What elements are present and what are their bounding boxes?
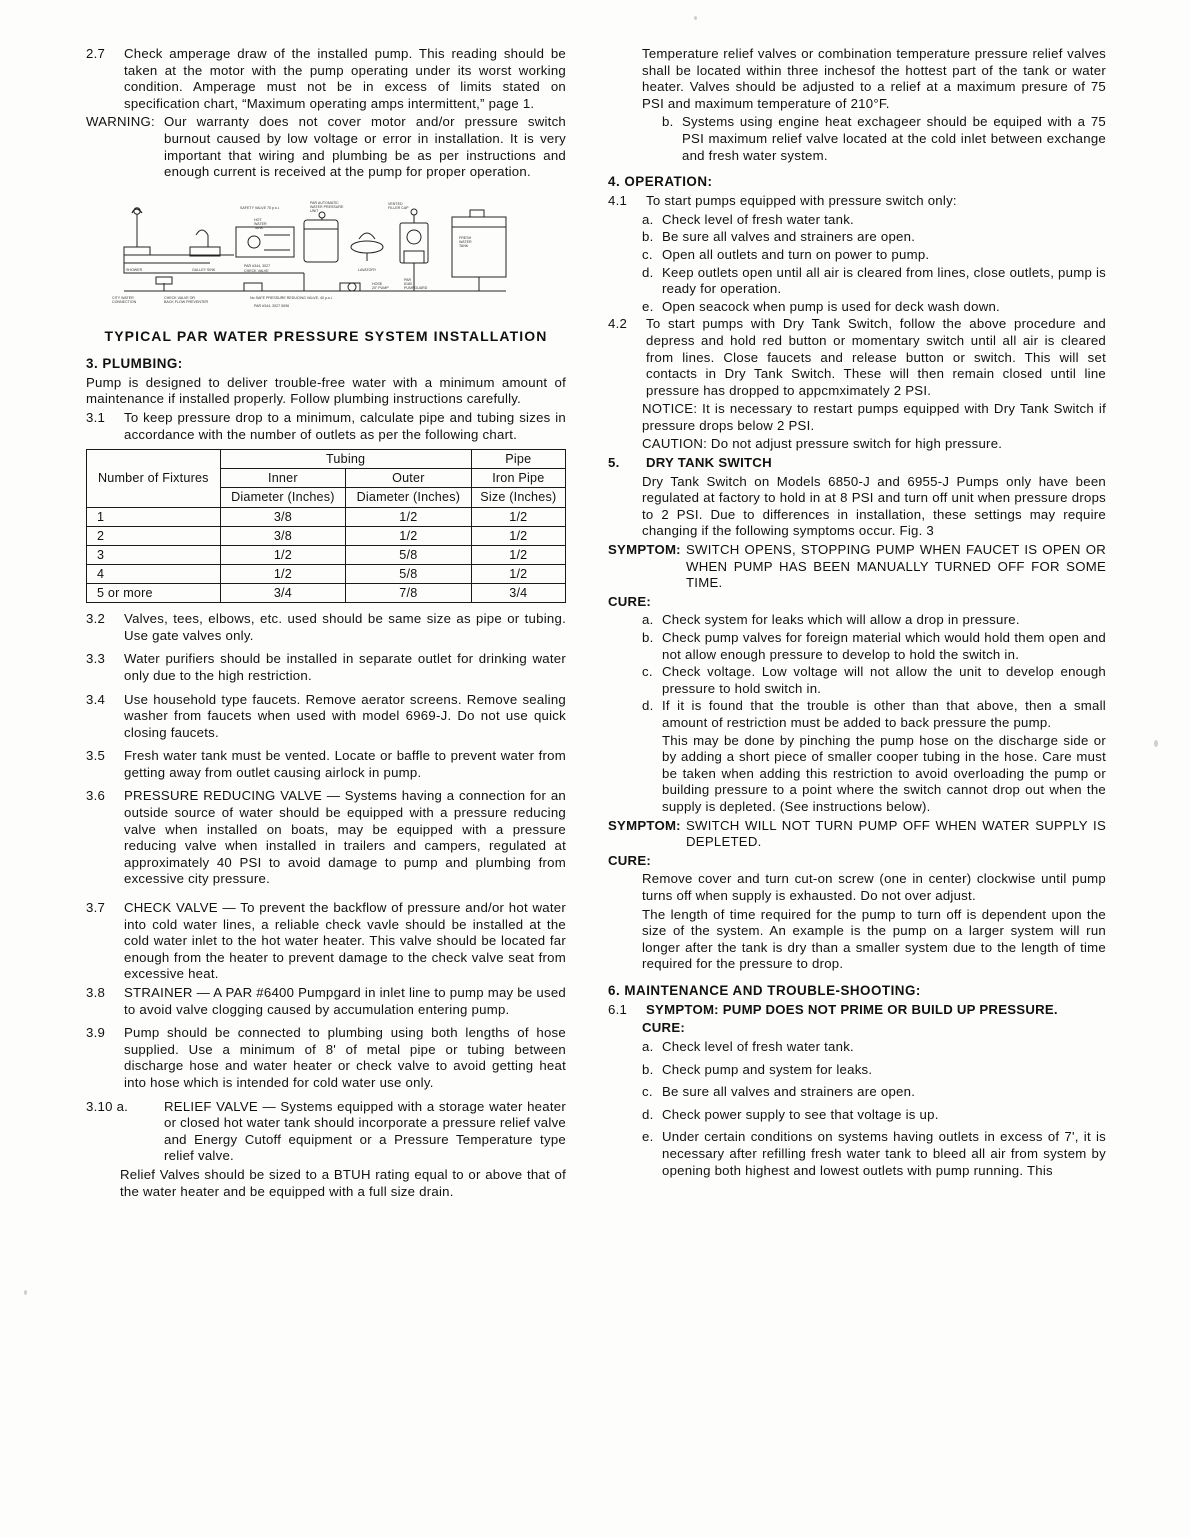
- paragraph-number: 3.10 a.: [86, 1098, 129, 1114]
- paragraph-number: 2.7: [86, 46, 106, 61]
- colheader-size: Size (Inches): [471, 488, 565, 508]
- paragraph-number: 4.2: [608, 316, 628, 332]
- list-item-b: [608, 114, 1106, 164]
- label-fresh-water-tank-3: TANK: [459, 243, 469, 248]
- label-hot-water-tank-2: WATER: [254, 221, 267, 226]
- cell-inner: 1/2: [220, 546, 345, 565]
- cure-1-item-b: [608, 630, 1106, 663]
- paragraph-number: 3.2: [86, 611, 106, 627]
- cell-inner: 3/4: [220, 584, 345, 603]
- table-row: [87, 527, 566, 546]
- page-speck: [1154, 740, 1158, 747]
- list-item-label: d.: [642, 1106, 654, 1122]
- cure-1-item-a: [608, 612, 1106, 629]
- symptom-2: [608, 818, 1106, 851]
- subheader-outer: Outer: [346, 469, 471, 488]
- symptom-text: SWITCH WILL NOT TURN PUMP OFF WHEN WATER SUPPLY IS DEPLETED.: [686, 817, 1106, 850]
- cell-inner: 3/8: [220, 508, 345, 527]
- list-item-label: c.: [642, 664, 653, 680]
- paragraph-text: RELIEF VALVE — Systems equipped with a storage water heater or closed hot water tank should incorporate a pressure relief valve and Energy Cutoff equipment or a Pressure Temperature type relief valve.: [164, 1098, 566, 1164]
- paragraph-2-7: [86, 46, 566, 112]
- list-item-text: Open all outlets and turn on power to pump.: [662, 246, 930, 262]
- section-heading-maintenance: 6. MAINTENANCE AND TROUBLE-SHOOTING:: [608, 982, 921, 998]
- label-city-water: CITY WATER: [112, 295, 134, 300]
- list-item-text: Check system for leaks which will allow a drop in pressure.: [662, 612, 1020, 628]
- cell-number-of-fixtures: Number of Fixtures: [87, 450, 221, 508]
- label-city-water-2: CONNECTION: [112, 299, 137, 304]
- label-vented-cap: VENTED: [388, 201, 403, 206]
- fixture-size-table: [86, 449, 566, 603]
- cure-label-3: CURE:: [642, 1020, 686, 1036]
- list-item-label: e.: [642, 1129, 654, 1145]
- paragraph-6-1: [608, 1002, 1106, 1019]
- cure-1-item-d: [608, 698, 1106, 731]
- list-item-text: Keep outlets open until all air is cleared from lines, close outlets, pump is ready for operation.: [662, 264, 1106, 297]
- figure-caption: TYPICAL PAR WATER PRESSURE SYSTEM INSTALLATION: [104, 327, 548, 344]
- label-shower: SHOWER: [126, 267, 143, 272]
- label-fresh-water-tank: FRESH: [459, 235, 472, 240]
- warning-label: WARNING:: [86, 114, 155, 130]
- paragraph-text: Valves, tees, elbows, etc. used should be same size as pipe or tubing. Use gate valves only.: [124, 611, 566, 643]
- symptom-label: SYMPTOM:: [646, 1001, 719, 1017]
- label-safety-valve: SAFETY VALVE 75 p.s.i.: [240, 205, 280, 210]
- paragraph-3-3: [86, 651, 566, 684]
- list-item-label: d.: [642, 698, 654, 714]
- label-automatic-unit-3: UNIT: [310, 208, 319, 213]
- paragraph-text: STRAINER — A PAR #6400 Pumpgard in inlet line to pump may be used to avoid valve clogging caused by accumulation entering pump.: [124, 985, 566, 1017]
- cell-outer: 1/2: [346, 508, 471, 527]
- page-speck: [24, 1290, 27, 1295]
- list-item-label: a.: [642, 211, 654, 227]
- label-lavatory: LAVATORY: [358, 267, 377, 272]
- cell-outer: 5/8: [346, 546, 471, 565]
- label-par-valve: PAR #344, 3027 5096: [254, 303, 290, 308]
- installation-diagram: [86, 195, 566, 320]
- list-item-label: b.: [642, 630, 654, 645]
- paragraph-number: 4.1: [608, 193, 628, 209]
- cell-iron: 1/2: [471, 527, 565, 546]
- label-automatic-unit-2: WATER PRESSURE: [310, 204, 344, 209]
- paragraph-4-1: [608, 193, 1106, 210]
- paragraph-text: [646, 1002, 1106, 1019]
- paragraph-text: To start pumps with Dry Tank Switch, follow the above procedure and depress and hold red button or momentary switch until all air is cleared from lines. Close faucets and release button or switch. This will set contacts in Dry Tank Switch. These will then remain closed until line pressure has dropped to appcmximately 2 PSI.: [646, 316, 1106, 398]
- cell-inner: 1/2: [220, 565, 345, 584]
- paragraph-3-8: [86, 985, 566, 1018]
- list-item-label: c.: [642, 246, 653, 262]
- label-hose-2: 20" PUMP: [372, 285, 389, 290]
- table-row: [87, 508, 566, 527]
- cure-2-paragraph-2: The length of time required for the pump to turn off is dependent upon the size of the system. An example is the pump on a larger system will run longer after the tank is dry than a smaller system due to the length of time required for the pressure to drop.: [642, 906, 1106, 972]
- label-galley-sink: GALLEY SINK: [192, 267, 216, 272]
- subheader-inner: Inner: [220, 469, 345, 488]
- label-backflow: CHECK VALVE OR: [164, 295, 196, 300]
- temperature-relief-paragraph: Temperature relief valves or combination temperature pressure relief valves shall be located within three inchesof the hottest part of the tank or water heater. Valves should be adjusted to a relief at a maximum presure of 75 PSI and maximum temperature of 210°F.: [642, 46, 1106, 111]
- list-item-4-1-e: [608, 299, 1106, 316]
- group-header-pipe: Pipe: [471, 450, 565, 469]
- list-item-text: Check level of fresh water tank.: [662, 1039, 854, 1055]
- paragraph-text: To start pumps equipped with pressure switch only:: [646, 193, 957, 209]
- label-vented-cap-2: FILLER CAP: [388, 205, 409, 210]
- list-item-label: e.: [642, 298, 654, 314]
- paragraph-text: CHECK VALVE — To prevent the backflow of pressure and/or hot water into cold water lines, a reliable check vavle should be installed at the cold water inlet to the hot water heater. This valve should be located far enough from the heater to prevent damage to the check valve seat from excessive heat.: [124, 900, 566, 982]
- list-item-text: Be sure all valves and strainers are open.: [662, 1084, 916, 1100]
- list-item-text: Systems using engine heat exchageer should be equiped with a 75 PSI maximum relief valve located at the cold inlet between exchange and fresh water system.: [682, 114, 1106, 163]
- list-item-4-1-c: [608, 247, 1106, 264]
- cell-inner: 3/8: [220, 527, 345, 546]
- paragraph-text: Use household type faucets. Remove aerator screens. Remove sealing washer from faucets when used with model 6969-J. Do not use quick closing faucets.: [124, 691, 566, 740]
- cell-iron: 3/4: [471, 584, 565, 603]
- paragraph-number: 3.1: [86, 409, 106, 425]
- subheader-iron-pipe: Iron Pipe: [471, 469, 565, 488]
- cell-iron: 1/2: [471, 508, 565, 527]
- section-number: 5.: [608, 455, 620, 471]
- cell-outer: 7/8: [346, 584, 471, 603]
- list-item-text: Check power supply to see that voltage is up.: [662, 1106, 939, 1122]
- label-backflow-2: BACK FLOW PREVENTER: [164, 299, 209, 304]
- notice-text: NOTICE: It is necessary to restart pumps equipped with Dry Tank Switch if pressure drops below 2 PSI.: [642, 401, 1106, 433]
- paragraph-3-6: [86, 788, 566, 888]
- list-item-text: Under certain conditions on systems having outlets in excess of 7', it is necessary after refilling fresh water tank to bleed all air from system by opening both highest and lowest outlets with pump running. This: [662, 1129, 1106, 1178]
- table-row: [87, 584, 566, 603]
- cell-fixtures: 4: [87, 565, 221, 584]
- cure-label-2: CURE:: [608, 852, 652, 868]
- list-item-label: a.: [642, 1039, 654, 1055]
- list-item-text: Be sure all valves and strainers are open.: [662, 229, 916, 245]
- paragraph-text: Fresh water tank must be vented. Locate or baffle to prevent water from getting away from outlet causing airlock in pump.: [124, 748, 566, 780]
- warning-paragraph: [86, 114, 566, 180]
- section-title: DRY TANK SWITCH: [646, 455, 772, 471]
- cure-1-note: This may be done by pinching the pump hose on the discharge side or by adding a short piece of smaller cooper tubing in the hose. Care must be taken when adding this restriction to avoid overloading the pump or building pressure to a point where the switch cannot drop out when the supply is depleted. (See instructions below).: [662, 732, 1106, 814]
- paragraph-3-4: [86, 692, 566, 742]
- list-item-text: Check pump and system for leaks.: [662, 1061, 873, 1077]
- paragraph-text: Check amperage draw of the installed pump. This reading should be taken at the motor with the pump operating under its worst working condition. Amperage must not be in excess of limits stated on specification chart, “Maximum operating amps intermittent,” page 1.: [124, 46, 566, 111]
- table-row: [87, 565, 566, 584]
- cell-fixtures: 1: [87, 508, 221, 527]
- cure-1-item-c: [608, 664, 1106, 697]
- plumbing-intro: Pump is designed to deliver trouble-free water with a minimum amount of maintenance if installed properly. Follow plumbing instructions carefully.: [86, 374, 566, 407]
- right-column: [608, 46, 1106, 1202]
- paragraph-number: 3.5: [86, 748, 106, 764]
- warning-text: Our warranty does not cover motor and/or pressure switch burnout caused by low voltage or error in installation. It is very important that wiring and plumbing be as per instructions and enough current is received at the pump for proper operation.: [164, 114, 566, 180]
- paragraph-text: To keep pressure drop to a minimum, calculate pipe and tubing sizes in accordance with the number of outlets as per the following chart.: [124, 409, 566, 442]
- label-pumpguard-2: 6180: [404, 281, 412, 286]
- group-header-tubing: Tubing: [220, 450, 471, 469]
- label-hot-water-tank-3: TANK: [254, 225, 264, 230]
- paragraph-text: PRESSURE REDUCING VALVE — Systems having a connection for an outside source of water should be equipped with a pressure reducing valve when installed on boats, may be equipped with a pressure reducing valve when installed in trailers and campers, regulated at approximately 40 PSI to avoid damage to pump and plumbing from excessive city pressure.: [124, 788, 566, 887]
- label-reducing-valve: No SAFE PRESSURE REDUCING VALVE, 40 p.s.i.: [250, 295, 333, 300]
- colheader-diameter-inner: Diameter (Inches): [220, 488, 345, 508]
- cell-iron: 1/2: [471, 565, 565, 584]
- label-check-valve: PAR #344, 3027: [244, 263, 271, 268]
- paragraph-number: 3.3: [86, 651, 106, 667]
- list-item-4-1-b: [608, 229, 1106, 246]
- list-item-text: Check pump valves for foreign material which would hold them open and not allow enough pressure to develop to hold the switch in.: [662, 630, 1106, 662]
- cell-iron: 1/2: [471, 546, 565, 565]
- cure-3-item-e: [608, 1129, 1106, 1179]
- list-item-4-1-d: [608, 265, 1106, 298]
- cure-label-1: CURE:: [608, 593, 652, 609]
- paragraph-3-9: [86, 1025, 566, 1091]
- symptom-label: SYMPTOM:: [608, 817, 681, 833]
- cell-fixtures: 3: [87, 546, 221, 565]
- list-item-text: Open seacock when pump is used for deck wash down.: [662, 298, 1000, 314]
- diagram-svg: [104, 195, 554, 320]
- list-item-4-1-a: [608, 212, 1106, 229]
- paragraph-3-1: [86, 410, 566, 443]
- paragraph-3-10a-continued: Relief Valves should be sized to a BTUH rating equal to or above that of the water heater and be equipped with a full size drain.: [120, 1166, 566, 1199]
- paragraph-text: Pump should be connected to plumbing using both lengths of hose supplied. Use a minimum of 8' of metal pipe or tubing between discharge hose and water heater or check valve to avoid getting heat into hose which is intended for cold water use only.: [124, 1025, 566, 1090]
- list-item-label: b.: [662, 114, 674, 130]
- label-pumpguard-3: PUMPGUARD: [404, 285, 428, 290]
- section-heading-dry-tank-switch: [608, 455, 1106, 472]
- paragraph-number: 3.6: [86, 788, 106, 804]
- paragraph-number: 3.9: [86, 1025, 106, 1041]
- left-column: [86, 46, 566, 1202]
- symptom-1: [608, 542, 1106, 592]
- label-fresh-water-tank-2: WATER: [459, 239, 472, 244]
- paragraph-number: 3.8: [86, 985, 106, 1000]
- section-heading-plumbing: 3. PLUMBING:: [86, 355, 183, 371]
- paragraph-4-2: [608, 316, 1106, 399]
- cure-3-item-b: [608, 1062, 1106, 1079]
- paragraph-number: 3.4: [86, 691, 106, 707]
- cell-fixtures: 2: [87, 527, 221, 546]
- paragraph-3-5: [86, 748, 566, 781]
- paragraph-number: 3.7: [86, 900, 106, 916]
- label-hot-water-tank: HOT: [254, 217, 262, 222]
- list-item-label: c.: [642, 1084, 653, 1100]
- paragraph-text: Water purifiers should be installed in separate outlet for drinking water only due to the high restriction.: [124, 651, 566, 683]
- list-item-text: If it is found that the trouble is other than that above, then a small amount of restriction must be added to back pressure the pump.: [662, 698, 1106, 730]
- section-heading-operation: 4. OPERATION:: [608, 174, 713, 190]
- caution-text: CAUTION: Do not adjust pressure switch for high pressure.: [642, 436, 1003, 452]
- label-automatic-unit: PAR AUTOMATIC: [310, 200, 339, 205]
- cure-3-item-d: [608, 1107, 1106, 1124]
- cell-outer: 1/2: [346, 527, 471, 546]
- label-pumpguard: PAR: [404, 277, 412, 282]
- list-item-text: Check level of fresh water tank.: [662, 211, 854, 227]
- list-item-label: b.: [642, 229, 654, 245]
- cell-outer: 5/8: [346, 565, 471, 584]
- symptom-label: SYMPTOM:: [608, 542, 681, 558]
- paragraph-number: 6.1: [608, 1001, 628, 1017]
- table-row: [87, 450, 566, 469]
- list-item-label: a.: [642, 612, 654, 628]
- cure-3-item-c: [608, 1084, 1106, 1101]
- two-column-layout: [86, 46, 1106, 1202]
- label-hose: HOSE: [372, 281, 383, 286]
- paragraph-3-10a: [86, 1099, 566, 1165]
- cell-fixtures: 5 or more: [87, 584, 221, 603]
- list-item-label: b.: [642, 1061, 654, 1077]
- label-check-valve-2: CHECK VALVE: [244, 268, 269, 273]
- cure-2-paragraph-1: Remove cover and turn cut-on screw (one in center) clockwise until pump turns off when supply is exhausted. Do not over adjust.: [642, 871, 1106, 903]
- colheader-diameter-outer: Diameter (Inches): [346, 488, 471, 508]
- list-item-label: d.: [642, 264, 654, 280]
- cure-3-item-a: [608, 1039, 1106, 1056]
- dry-tank-body: Dry Tank Switch on Models 6850-J and 6955-J Pumps only have been regulated at factory to hold in at 8 PSI and turn off unit when pressure drops to 2 PSI. Due to differences in installation, these settings may require changing if the following symptoms occur. Fig. 3: [642, 473, 1106, 539]
- page-speck: [694, 16, 697, 20]
- list-item-text: Check voltage. Low voltage will not allow the unit to develop enough pressure to hold switch in.: [662, 664, 1106, 696]
- table-row: [87, 546, 566, 565]
- symptom-text: SWITCH OPENS, STOPPING PUMP WHEN FAUCET IS OPEN OR WHEN PUMP HAS BEEN MANUALLY TURNED OFF FOR SOME TIME.: [686, 542, 1106, 591]
- paragraph-3-7: [86, 900, 566, 983]
- symptom-text: PUMP DOES NOT PRIME OR BUILD UP PRESSURE.: [722, 1001, 1058, 1017]
- paragraph-3-2: [86, 611, 566, 644]
